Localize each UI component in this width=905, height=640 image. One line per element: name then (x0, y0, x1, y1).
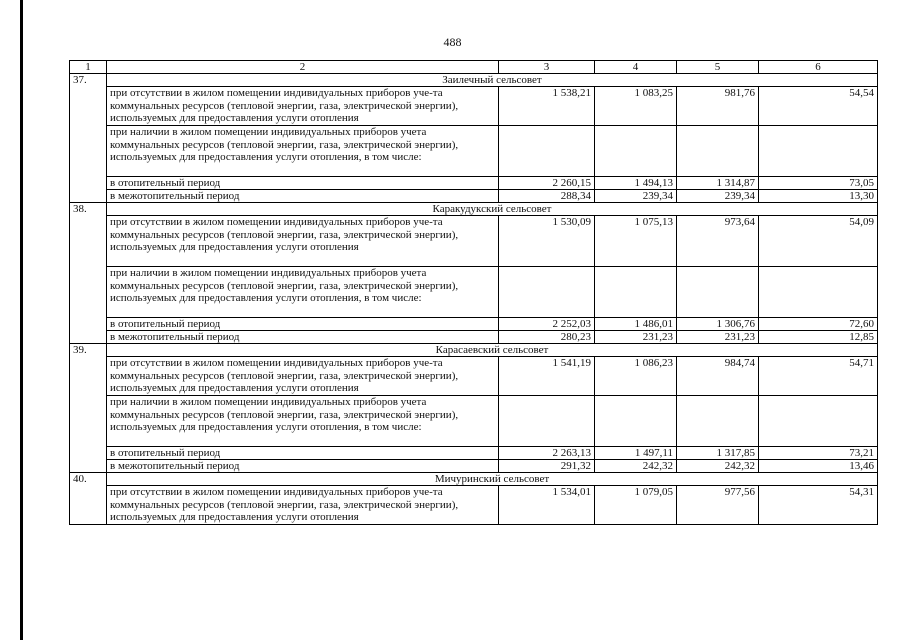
section-name: Карасаевский сельсовет (107, 344, 878, 357)
value-cell: 1 530,09 (499, 216, 595, 267)
value-cell: 1 494,13 (595, 177, 677, 190)
section-header-row (70, 74, 878, 87)
column-number: 4 (595, 61, 677, 74)
row-label: при наличии в жилом помещении индивидуальных приборов учета коммунальных ресурсов (тепловой энергии, газа, электрической энергии), используемых для предоставления услуги отопления, в том числе: (107, 396, 499, 447)
value-cell: 288,34 (499, 190, 595, 203)
value-cell: 984,74 (677, 357, 759, 396)
row-label: при отсутствии в жилом помещении индивидуальных приборов уче-та коммунальных ресурсов (тепловой энергии, газа, электрической энергии), используемых для предоставления услуги отопления (107, 486, 499, 525)
value-cell: 1 541,19 (499, 357, 595, 396)
table-row (70, 460, 878, 473)
value-cell: 54,09 (759, 216, 878, 267)
value-cell: 2 252,03 (499, 318, 595, 331)
row-label: в отопительный период (107, 447, 499, 460)
section-name: Мичуринский сельсовет (107, 473, 878, 486)
value-cell: 54,31 (759, 486, 878, 525)
row-label: в отопительный период (107, 318, 499, 331)
row-label: в межотопительный период (107, 460, 499, 473)
value-cell: 73,21 (759, 447, 878, 460)
section-number: 38. (70, 203, 107, 344)
row-label: при отсутствии в жилом помещении индивидуальных приборов уче-та коммунальных ресурсов (тепловой энергии, газа, электрической энергии), используемых для предоставления услуги отопления (107, 87, 499, 126)
section-number: 39. (70, 344, 107, 473)
table-row (70, 486, 878, 525)
section-name: Заилечный сельсовет (107, 74, 878, 87)
value-cell: 977,56 (677, 486, 759, 525)
column-numbers-row (70, 61, 878, 74)
row-label: при наличии в жилом помещении индивидуальных приборов учета коммунальных ресурсов (тепловой энергии, газа, электрической энергии), используемых для предоставления услуги отопления, в том числе: (107, 267, 499, 318)
value-cell: 1 086,23 (595, 357, 677, 396)
row-label: в отопительный период (107, 177, 499, 190)
row-label: при наличии в жилом помещении индивидуальных приборов учета коммунальных ресурсов (тепловой энергии, газа, электрической энергии), используемых для предоставления услуги отопления, в том числе: (107, 126, 499, 177)
column-number: 2 (107, 61, 499, 74)
table-row (70, 318, 878, 331)
value-cell: 242,32 (595, 460, 677, 473)
value-cell: 239,34 (595, 190, 677, 203)
value-cell: 231,23 (595, 331, 677, 344)
table-row (70, 331, 878, 344)
value-cell: 1 534,01 (499, 486, 595, 525)
value-cell: 2 263,13 (499, 447, 595, 460)
table-row (70, 267, 878, 318)
value-cell: 1 314,87 (677, 177, 759, 190)
value-cell: 231,23 (677, 331, 759, 344)
page-binding-line (20, 0, 23, 640)
section-name: Каракудукский сельсовет (107, 203, 878, 216)
value-cell: 239,34 (677, 190, 759, 203)
value-cell: 1 486,01 (595, 318, 677, 331)
value-cell: 2 260,15 (499, 177, 595, 190)
page-number: 488 (443, 35, 462, 49)
table-row (70, 357, 878, 396)
table-row (70, 126, 878, 177)
section-header-row (70, 203, 878, 216)
table-row (70, 396, 878, 447)
value-cell: 973,64 (677, 216, 759, 267)
value-cell: 1 538,21 (499, 87, 595, 126)
column-number: 6 (759, 61, 878, 74)
table-row (70, 447, 878, 460)
table-row (70, 177, 878, 190)
value-cell: 1 079,05 (595, 486, 677, 525)
value-cell: 1 306,76 (677, 318, 759, 331)
value-cell: 54,71 (759, 357, 878, 396)
section-number: 37. (70, 74, 107, 203)
row-label: в межотопительный период (107, 331, 499, 344)
value-cell: 242,32 (677, 460, 759, 473)
section-header-row (70, 473, 878, 486)
value-cell: 54,54 (759, 87, 878, 126)
value-cell: 73,05 (759, 177, 878, 190)
table-row (70, 87, 878, 126)
table-row (70, 216, 878, 267)
column-number: 5 (677, 61, 759, 74)
tariff-table (69, 60, 878, 525)
row-label: при отсутствии в жилом помещении индивидуальных приборов уче-та коммунальных ресурсов (тепловой энергии, газа, электрической энергии), используемых для предоставления услуги отопления (107, 216, 499, 267)
value-cell: 1 317,85 (677, 447, 759, 460)
section-number: 40. (70, 473, 107, 525)
table-row (70, 190, 878, 203)
value-cell: 13,30 (759, 190, 878, 203)
row-label: при отсутствии в жилом помещении индивидуальных приборов уче-та коммунальных ресурсов (тепловой энергии, газа, электрической энергии), используемых для предоставления услуги отопления (107, 357, 499, 396)
value-cell: 12,85 (759, 331, 878, 344)
value-cell: 1 497,11 (595, 447, 677, 460)
value-cell: 280,23 (499, 331, 595, 344)
value-cell: 291,32 (499, 460, 595, 473)
value-cell: 1 075,13 (595, 216, 677, 267)
row-label: в межотопительный период (107, 190, 499, 203)
column-number: 3 (499, 61, 595, 74)
value-cell: 72,60 (759, 318, 878, 331)
value-cell: 13,46 (759, 460, 878, 473)
value-cell: 981,76 (677, 87, 759, 126)
value-cell: 1 083,25 (595, 87, 677, 126)
section-header-row (70, 344, 878, 357)
column-number: 1 (70, 61, 107, 74)
